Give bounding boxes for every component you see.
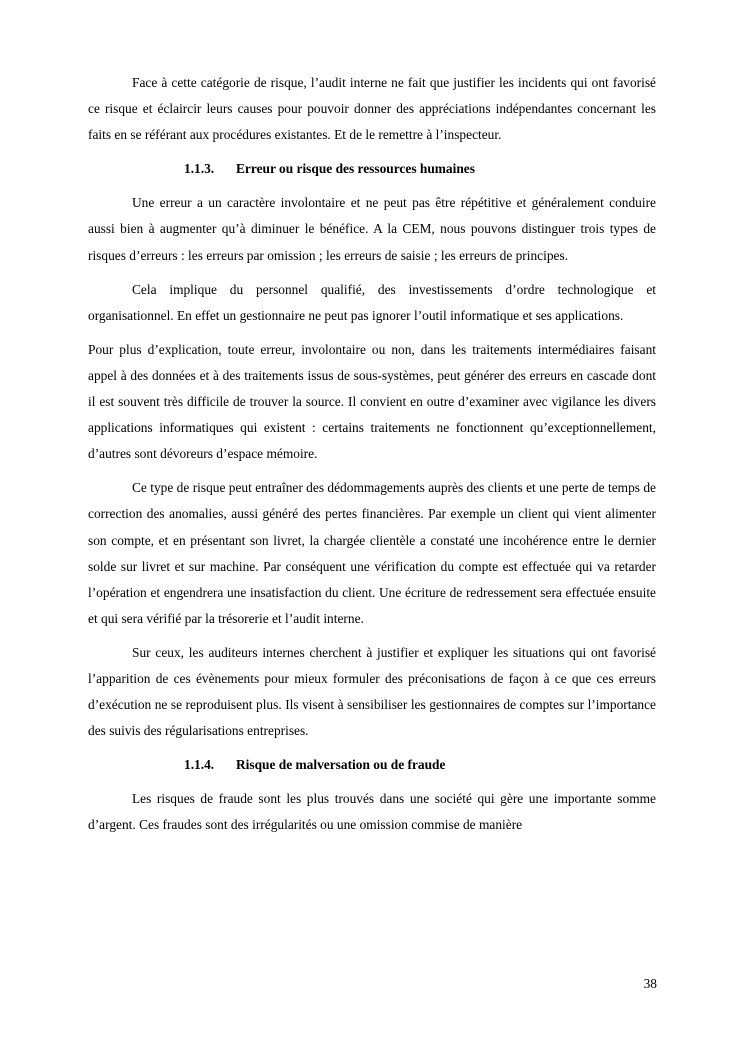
paragraph-auditeurs-internes: Sur ceux, les auditeurs internes cherchent à justifier et expliquer les situations qui ont favorisé l’apparition de ces évènements pour mieux formuler des préconisations de façon à ce que ces erreurs d’exécution ne se reproduisent plus. Ils visent à sensibiliser les gestionnaires de comptes sur l’importance des suivis des régularisations entreprises. [88, 644, 656, 739]
section-title: Risque de malversation ou de fraude [236, 757, 446, 773]
section-number: 1.1.3. [184, 161, 215, 177]
paragraph-risques-fraude: Les risques de fraude sont les plus trouvés dans une société qui gère une importante somme d’argent. Ces fraudes sont des irrégularités ou une omission commise de manière [88, 791, 656, 833]
paragraph-personnel-qualifie: Cela implique du personnel qualifié, des investissements d’ordre technologique et organisationnel. En effet un gestionnaire ne peut pas ignorer l’outil informatique et ses applications. [88, 281, 656, 323]
section-title: Erreur ou risque des ressources humaines [236, 161, 475, 177]
paragraph-audit-interne: Face à cette catégorie de risque, l’audit interne ne fait que justifier les incidents qui ont favorisé ce risque et éclaircir leurs causes pour pouvoir donner des appréciations indépendantes concernant les faits en se référant aux procédures existantes. Et de le remettre à l’inspecteur. [88, 75, 656, 143]
section-heading-1-1-3 [88, 156, 656, 182]
page-number: 38 [643, 976, 657, 991]
page-body [88, 70, 656, 847]
section-number: 1.1.4. [184, 757, 215, 773]
paragraph-dedommagements: Ce type de risque peut entraîner des dédommagements auprès des clients et une perte de temps de correction des anomalies, aussi généré des pertes financières. Par exemple un client qui vient alimenter son compte, et en présentant son livret, la chargée clientèle a constaté une incohérence entre le dernier solde sur livret et sur machine. Par conséquent une vérification du compte est effectuée qui va retarder l’opération et engendrera une insatisfaction du client. Une écriture de redressement sera effectuée ensuite et qui sera vérifié par la trésorerie et l’audit interne. [88, 480, 656, 626]
paragraph-explication: Pour plus d’explication, toute erreur, involontaire ou non, dans les traitements intermédiaires faisant appel à des données et à des traitements issus de sous-systèmes, peut générer des erreurs en cascade dont il est souvent très difficile de trouver la source. Il convient en outre d’examiner avec vigilance les divers applications informatiques qui existent : certains traitements ne fonctionnent qu’exceptionnellement, d’autres sont dévoreurs d’espace mémoire. [88, 341, 656, 462]
paragraph-erreur-definition: Une erreur a un caractère involontaire et ne peut pas être répétitive et généralement conduire aussi bien à augmenter qu’à diminuer le bénéfice. A la CEM, nous pouvons distinguer trois types de risques d’erreurs : les erreurs par omission ; les erreurs de saisie ; les erreurs de principes. [88, 195, 656, 263]
section-heading-1-1-4 [88, 752, 656, 778]
